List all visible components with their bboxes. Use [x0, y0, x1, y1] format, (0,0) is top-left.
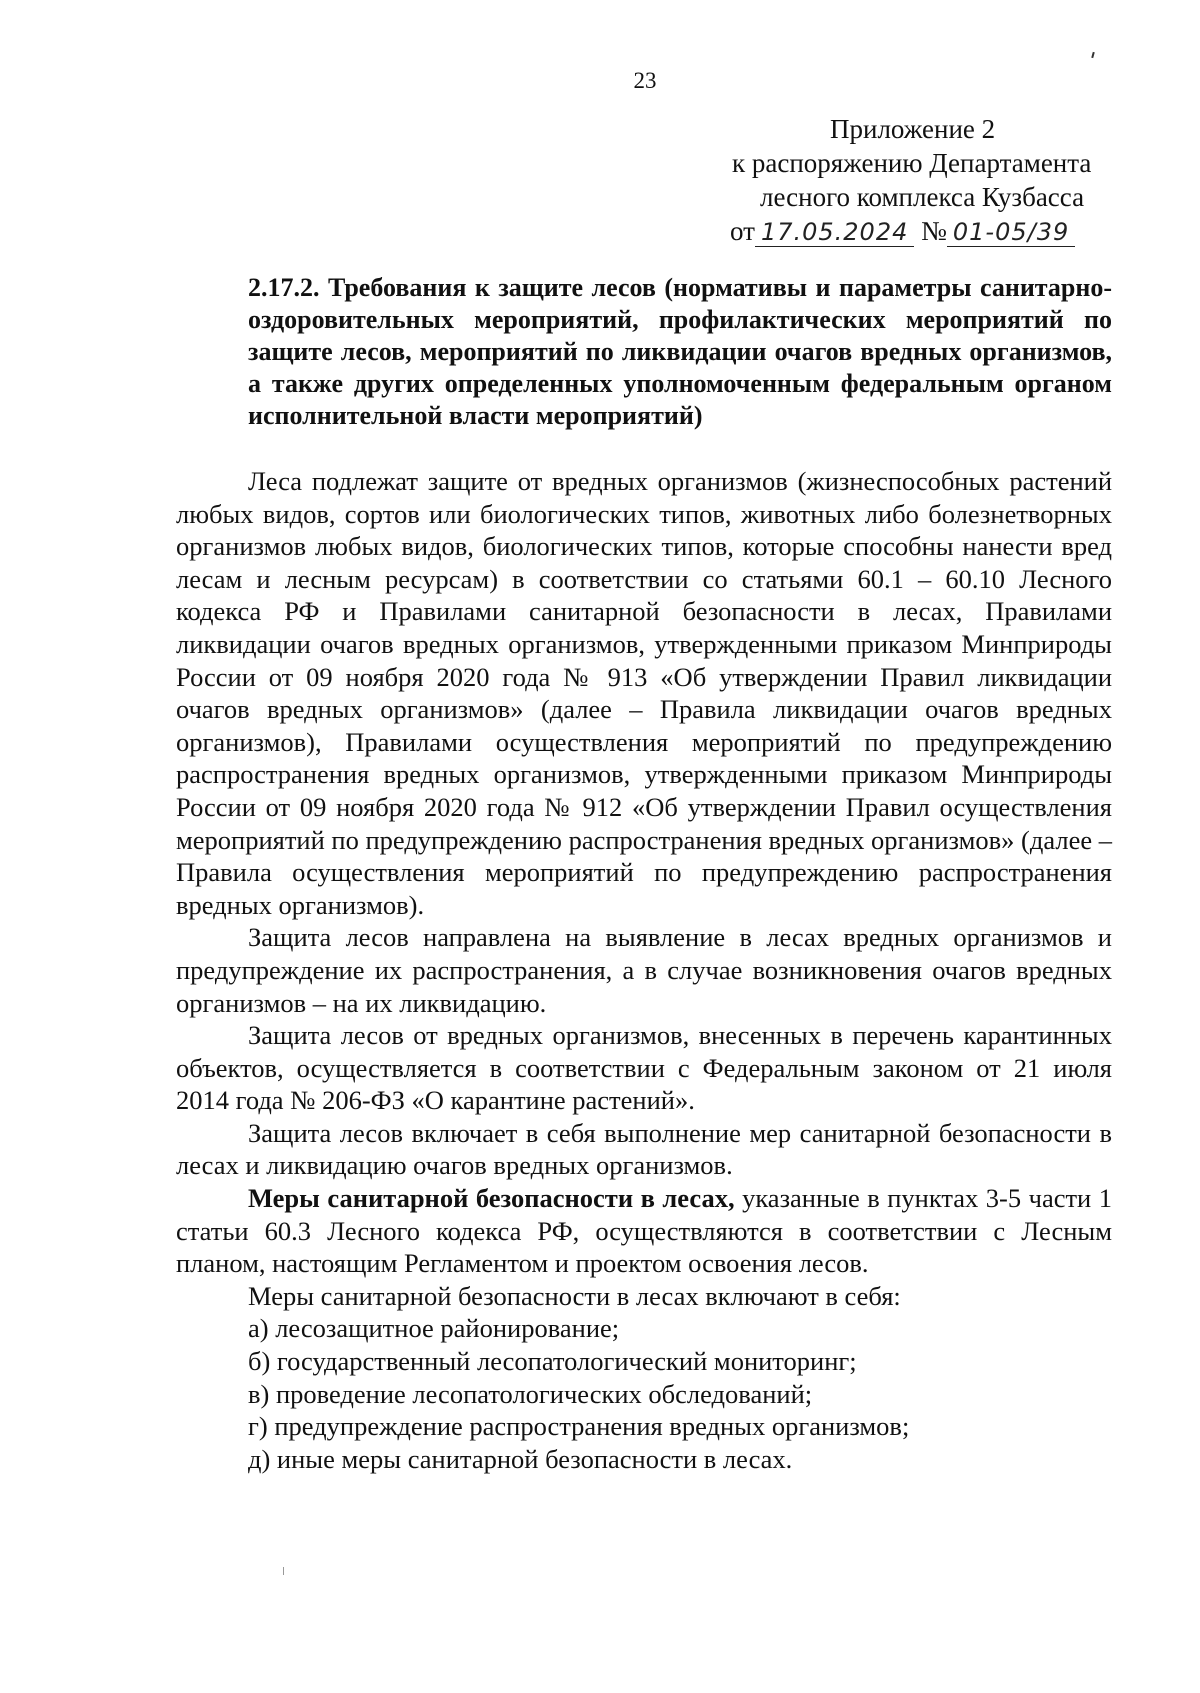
paragraph: Леса подлежат защите от вредных организмов (жизнеспособных растений любых видов, сортов или биологических типов, животных либо болезнетворных организмов любых видов, биологических типов, которые способны нанести вред лесам и лесным ресурсам) в соответствии со статьями 60.1 – 60.10 Лесного кодекса РФ и Правилами санитарной безопасности в лесах, Правилами ликвидации очагов вредных организмов, утвержденными приказом Минприроды России от 09 ноября 2020 года № 913 «Об утверждении Правил ликвидации очагов вредных организмов» (далее – Правила ликвидации очагов вредных организмов), Правилами осуществления мероприятий по предупреждению распространения вредных организмов, утвержденными приказом Минприроды России от 09 ноября 2020 года № 912 «Об утверждении Правил осуществления мероприятий по предупреждению распространения вредных организмов» (далее – Правила осуществления мероприятий по предупреждению распространения вредных организмов).: [176, 466, 1112, 920]
paragraph-rest: указанные в пунктах 3-5 части 1 статьи 60.3 Лесного кодекса РФ, осуществляются в соответствии с Лесным планом, настоящим Регламентом и проектом освоения лесов.: [176, 1183, 1112, 1279]
number-prefix: №: [921, 216, 947, 246]
list-item: г) предупреждение распространения вредных организмов;: [248, 1411, 910, 1442]
list-item: в) проведение лесопатологических обследований;: [248, 1378, 813, 1409]
section-heading-text: 2.17.2. Требования к защите лесов (нормативы и параметры санитарно-оздоровительных мероприятий, профилактических мероприятий по защите лесов, мероприятий по ликвидации очагов вредных организмов, а также других определенных уполномоченным федеральным органом исполнительной власти мероприятий): [248, 273, 1112, 430]
scan-mark: [283, 1567, 284, 1575]
bold-term: Меры санитарной безопасности в лесах,: [248, 1183, 735, 1214]
paragraph: Меры санитарной безопасности в лесах включают в себя:: [248, 1280, 901, 1311]
list-item: а) лесозащитное районирование;: [248, 1313, 620, 1344]
section-heading: [176, 272, 1112, 432]
appendix-date-number: [700, 214, 1120, 248]
appendix-order-ref: к распоряжению Департамента: [732, 148, 1092, 178]
appendix-department: лесного комплекса Кузбасса: [760, 182, 1085, 212]
appendix-header: [700, 112, 1120, 248]
list-item: б) государственный лесопатологический мониторинг;: [248, 1346, 857, 1377]
document-body: [176, 465, 1112, 1475]
handwritten-number: 01-05/39: [947, 218, 1075, 247]
paragraph: Защита лесов включает в себя выполнение мер санитарной безопасности в лесах и ликвидацию очагов вредных организмов.: [176, 1117, 1112, 1181]
paragraph: Защита лесов от вредных организмов, внесенных в перечень карантинных объектов, осуществляется в соответствии с Федеральным законом от 21 июля 2014 года № 206-ФЗ «О карантине растений».: [176, 1020, 1112, 1116]
paragraph: [176, 1182, 1112, 1280]
scan-mark: [1091, 52, 1094, 58]
date-prefix: от: [730, 216, 755, 246]
list-item: д) иные меры санитарной безопасности в лесах.: [248, 1443, 793, 1474]
page-number: 23: [633, 68, 657, 93]
handwritten-date: 17.05.2024: [755, 218, 914, 247]
paragraph: Защита лесов направлена на выявление в лесах вредных организмов и предупреждение их распространения, а в случае возникновения очагов вредных организмов – на их ликвидацию.: [176, 922, 1112, 1018]
appendix-title: Приложение 2: [830, 114, 996, 144]
